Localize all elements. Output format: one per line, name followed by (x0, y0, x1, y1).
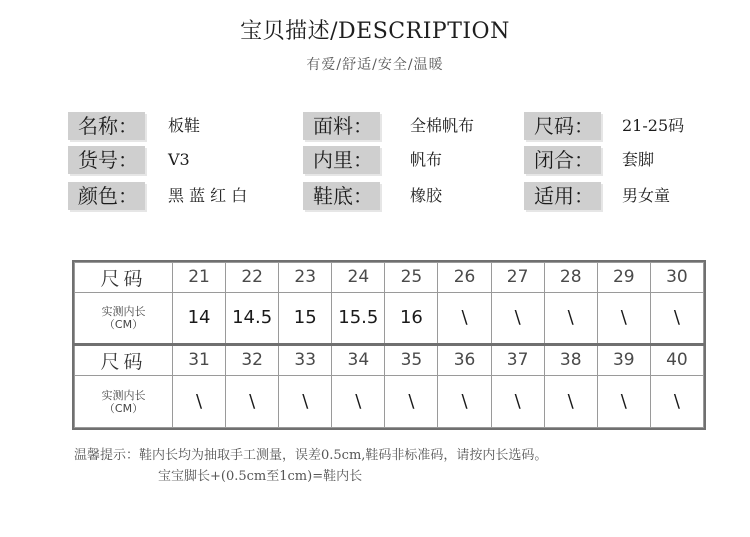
size-cell: 28 (544, 263, 597, 293)
foot-length-note: 宝宝脚长+(0.5cm至1cm)=鞋内长 (158, 469, 363, 484)
size-chart-table (72, 260, 706, 430)
length-cell: \ (650, 292, 703, 344)
length-cell: \ (597, 376, 650, 428)
length-cell: \ (597, 292, 650, 344)
size-cell: 35 (385, 344, 438, 375)
length-cell: \ (226, 376, 279, 428)
length-cell: 14 (173, 292, 226, 344)
length-cell: \ (438, 376, 491, 428)
length-cell: 16 (385, 292, 438, 344)
sole-value: 橡胶 (410, 186, 443, 205)
size-cell: 26 (438, 263, 491, 293)
size-cell: 31 (173, 344, 226, 375)
size-cell: 32 (226, 344, 279, 375)
length-header (75, 292, 173, 344)
tip-note: 温馨提示：鞋内长均为抽取手工测量，误差0.5cm,鞋码非标准码，请按内长选码。 (74, 448, 548, 463)
size-cell: 36 (438, 344, 491, 375)
item-no-value: V3 (168, 150, 190, 169)
suitable-label: 适用： (524, 182, 601, 210)
table-row (75, 344, 704, 375)
length-cell: \ (491, 376, 544, 428)
color-value: 黑 蓝 红 白 (168, 186, 248, 205)
table-row (75, 376, 704, 428)
item-no-label: 货号： (68, 146, 145, 174)
size-cell: 24 (332, 263, 385, 293)
length-cell: \ (544, 292, 597, 344)
size-cell: 38 (544, 344, 597, 375)
size-cell: 30 (650, 263, 703, 293)
length-cell: \ (650, 376, 703, 428)
length-header-line2: （CM） (103, 401, 144, 415)
closure-label: 闭合： (524, 146, 601, 174)
length-cell: \ (332, 376, 385, 428)
length-header-line2: （CM） (103, 317, 144, 331)
size-cell: 37 (491, 344, 544, 375)
closure-value: 套脚 (622, 150, 655, 169)
lining-value: 帆布 (410, 150, 443, 169)
size-cell: 29 (597, 263, 650, 293)
length-cell: \ (279, 376, 332, 428)
length-cell: \ (544, 376, 597, 428)
size-cell: 40 (650, 344, 703, 375)
table-row (75, 292, 704, 344)
size-cell: 27 (491, 263, 544, 293)
length-header-line1: 实测内长 (101, 304, 146, 318)
name-value: 板鞋 (168, 116, 201, 135)
table-row (75, 263, 704, 293)
length-cell: 14.5 (226, 292, 279, 344)
name-label: 名称： (68, 112, 145, 140)
size-cell: 34 (332, 344, 385, 375)
suitable-value: 男女童 (622, 186, 671, 205)
length-cell: 15 (279, 292, 332, 344)
length-cell: 15.5 (332, 292, 385, 344)
color-label: 颜色： (68, 182, 145, 210)
size-header: 尺码 (75, 344, 173, 375)
length-cell: \ (438, 292, 491, 344)
size-cell: 39 (597, 344, 650, 375)
length-header-line1: 实测内长 (101, 388, 146, 402)
size-cell: 25 (385, 263, 438, 293)
size-cell: 22 (226, 263, 279, 293)
size-header: 尺码 (75, 263, 173, 293)
size-cell: 33 (279, 344, 332, 375)
length-cell: \ (385, 376, 438, 428)
page-subtitle: 有爱/舒适/安全/温暖 (306, 57, 444, 73)
length-cell: \ (173, 376, 226, 428)
lining-label: 内里： (303, 146, 380, 174)
length-header (75, 376, 173, 428)
page-title: 宝贝描述/DESCRIPTION (240, 19, 510, 44)
size-value: 21-25码 (622, 116, 685, 135)
size-cell: 21 (173, 263, 226, 293)
size-label: 尺码： (524, 112, 601, 140)
size-cell: 23 (279, 263, 332, 293)
fabric-label: 面料： (303, 112, 380, 140)
sole-label: 鞋底： (303, 182, 380, 210)
length-cell: \ (491, 292, 544, 344)
fabric-value: 全棉帆布 (410, 116, 475, 135)
